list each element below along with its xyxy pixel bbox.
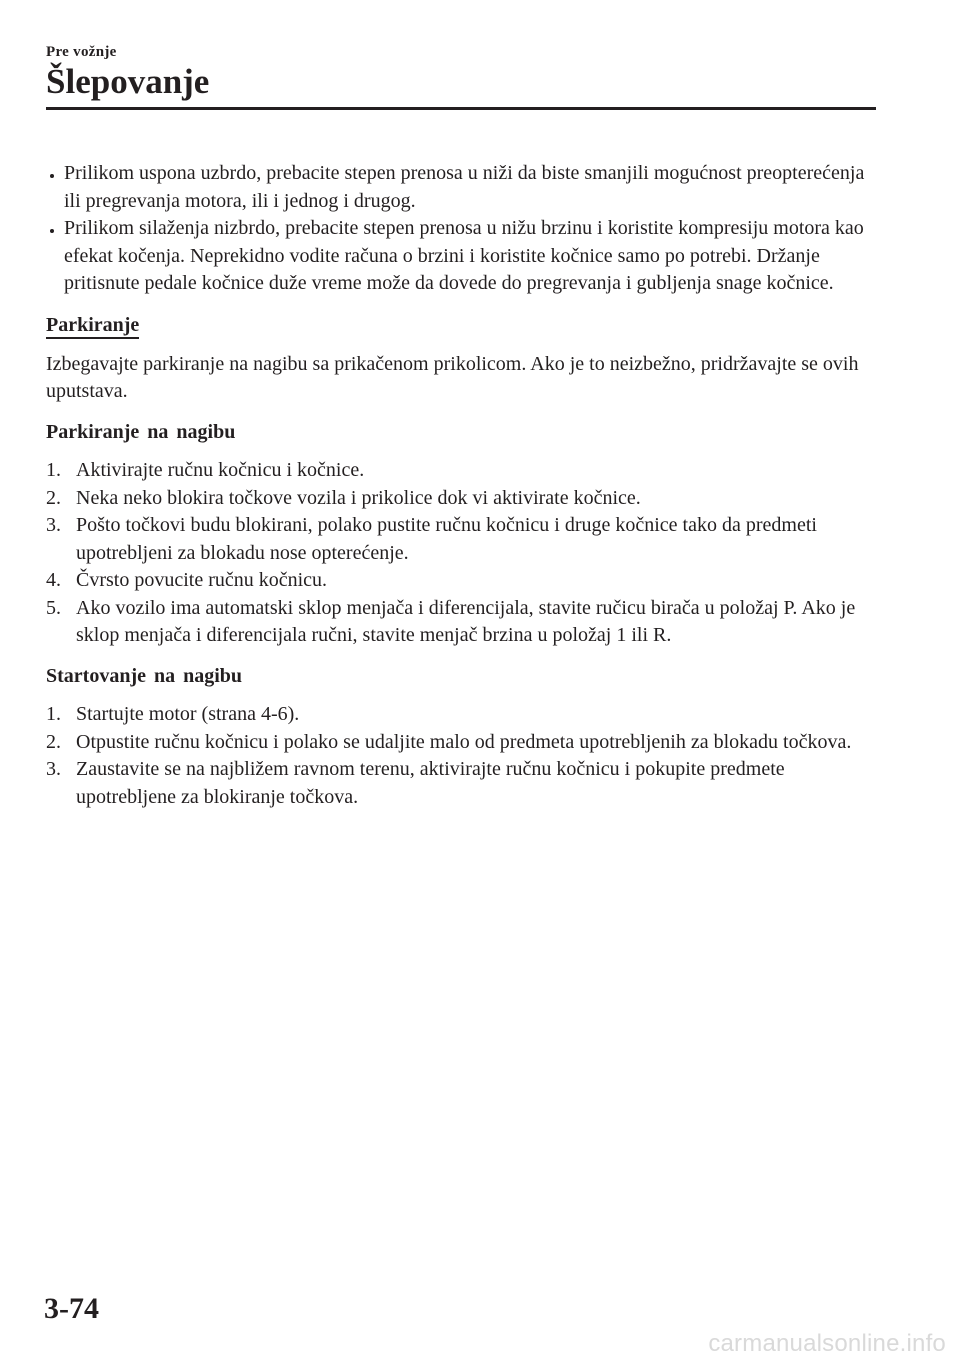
page-number: 3-74 <box>44 1292 99 1325</box>
page-content <box>46 160 876 811</box>
step-text: Otpustite ručnu kočnicu i polako se udaljite malo od predmeta upotrebljenih za blokadu točkova. <box>76 730 852 753</box>
step-number: 1. <box>46 459 61 481</box>
step-text: Pošto točkovi budu blokirani, polako pustite ručnu kočnicu i druge kočnice tako da predmeti upotrebljeni za blokadu nose opterećenje. <box>76 514 817 564</box>
step-number: 3. <box>46 514 61 536</box>
step-text: Ako vozilo ima automatski sklop menjača i diferencijala, stavite ručicu birača u položaj P. Ako je sklop menjača i diferencijala ručni, stavite menjač brzina u položaj 1 ili R. <box>76 596 856 646</box>
step-number: 4. <box>46 569 61 591</box>
bullet-item <box>46 215 876 298</box>
step-number: 2. <box>46 486 61 509</box>
step-item <box>46 457 876 485</box>
step-text: Zaustavite se na najbližem ravnom terenu, aktivirajte ručnu kočnicu i pokupite predmete upotrebljene za blokiranje točkova. <box>76 758 785 808</box>
slope-parking-steps <box>46 457 876 650</box>
section-label: Pre vožnje <box>46 44 117 60</box>
step-number: 5. <box>46 596 61 619</box>
header-divider <box>46 107 876 110</box>
step-item <box>46 512 876 567</box>
step-text: Startujte motor (strana 4-6). <box>76 703 300 725</box>
bullet-item <box>46 160 876 215</box>
step-number: 3. <box>46 758 61 780</box>
step-item <box>46 701 876 729</box>
step-text: Neka neko blokira točkove vozila i prikolice dok vi aktivirate kočnice. <box>76 486 641 509</box>
page-title: Šlepovanje <box>46 62 210 101</box>
slope-start-steps <box>46 701 876 811</box>
bullet-text: Prilikom uspona uzbrdo, prebacite stepen prenosa u niži da biste smanjili mogućnost preopterećenja ili pregrevanja motora, ili i jednog i drugog. <box>64 162 865 212</box>
step-number: 2. <box>46 730 61 753</box>
step-item <box>46 756 876 811</box>
bullet-text: Prilikom silaženja nizbrdo, prebacite stepen prenosa u nižu brzinu i koristite kompresiju motora kao efekat kočenja. Neprekidno vodite računa o brzini i koristite kočnice samo po potrebi. Držanje pritisnute pedale kočnice duže vreme može da dovede do pregrevanja i gubljenja snage kočnice. <box>64 217 864 294</box>
step-item <box>46 485 876 513</box>
step-text: Čvrsto povucite ručnu kočnicu. <box>76 569 328 591</box>
step-item <box>46 729 876 757</box>
parking-heading: Parkiranje <box>46 314 139 339</box>
slope-parking-heading: Parkiranje na nagibu <box>46 420 236 443</box>
watermark-text: carmanualsonline.info <box>708 1330 946 1357</box>
slope-start-heading: Startovanje na nagibu <box>46 664 243 687</box>
towing-tips-list <box>46 160 876 298</box>
step-item <box>46 595 876 650</box>
step-item <box>46 567 876 595</box>
step-number: 1. <box>46 703 61 725</box>
parking-intro: Izbegavajte parkiranje na nagibu sa prikačenom prikolicom. Ako je to neizbežno, pridržavajte se ovih uputstava. <box>46 352 859 402</box>
step-text: Aktivirajte ručnu kočnicu i kočnice. <box>76 459 365 481</box>
